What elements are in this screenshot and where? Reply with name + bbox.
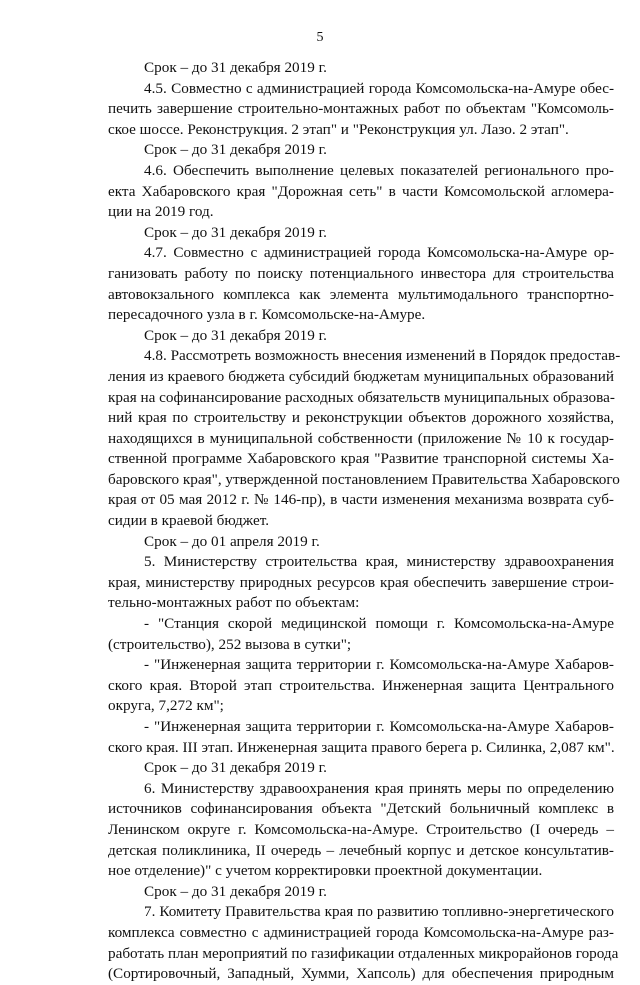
text-line: - "Инженерная защита территории г. Комсомольска-на-Амуре Хабаров- — [144, 656, 614, 674]
text-line: ганизовать работу по поиску потенциального инвестора для строительства — [108, 264, 614, 282]
text-line: детская поликлиника, II очередь – лечебный корпус и детское консультатив- — [108, 841, 614, 859]
text-line: печить завершение строительно-монтажных работ по объектам "Комсомоль- — [108, 100, 614, 118]
text-line: работать план мероприятий по газификации отдаленных микрорайонов города — [108, 944, 619, 962]
text-line: (строительство), 252 вызова в сутки"; — [108, 635, 352, 653]
text-line: ственной программе Хабаровского края "Развитие транспорной системы Ха- — [108, 450, 614, 468]
document-body — [108, 58, 621, 985]
text-line: 4.5. Совместно с администрацией города Комсомольска-на-Амуре обес- — [144, 79, 614, 97]
text-line: округа, 7,272 км"; — [108, 697, 224, 715]
deadline-line: Срок – до 01 апреля 2019 г. — [144, 532, 320, 550]
text-line: края от 05 мая 2012 г. № 146-пр), в части изменения механизма возврата суб- — [108, 491, 614, 509]
text-line: екта Хабаровского края "Дорожная сеть" в части Комсомольской агломера- — [108, 182, 614, 200]
text-line: 6. Министерству здравоохранения края принять меры по определению — [144, 779, 614, 797]
text-line: 7. Комитету Правительства края по развитию топливно-энергетического — [144, 903, 614, 921]
text-line: тельно-монтажных работ по объектам: — [108, 594, 360, 612]
text-line: комплекса совместно с администрацией города Комсомольска-на-Амуре раз- — [108, 923, 614, 941]
text-line: сидии в краевой бюджет. — [108, 512, 270, 530]
text-line: 5. Министерству строительства края, министерству здравоохранения — [144, 553, 614, 571]
text-line: ского края. III этап. Инженерная защита правого берега р. Силинка, 2,087 км". — [108, 738, 615, 756]
text-line: пересадочного узла в г. Комсомольске-на-Амуре. — [108, 306, 426, 324]
text-line: баровского края", утвержденной постановлением Правительства Хабаровского — [108, 470, 620, 488]
deadline-line: Срок – до 31 декабря 2019 г. — [144, 141, 327, 159]
deadline-line: Срок – до 31 декабря 2019 г. — [144, 882, 327, 900]
text-line: ского края. Второй этап строительства. Инженерная защита Центрального — [108, 676, 614, 694]
text-line: ное отделение)" с учетом корректировки проектной документации. — [108, 862, 543, 880]
text-line: находящихся в муниципальной собственности (приложение № 10 к государ- — [108, 429, 614, 447]
text-line: 4.7. Совместно с администрацией города Комсомольска-на-Амуре ор- — [144, 244, 614, 262]
deadline-line: Срок – до 31 декабря 2019 г. — [144, 326, 327, 344]
text-line: ний края по строительству и реконструкции объектов дорожного хозяйства, — [108, 409, 614, 427]
text-line: края на софинансирование расходных обязательств муниципальных образова- — [108, 388, 615, 406]
text-line: 4.8. Рассмотреть возможность внесения изменений в Порядок предостав- — [144, 347, 621, 365]
text-line: - "Станция скорой медицинской помощи г. Комсомольска-на-Амуре — [144, 615, 614, 633]
text-line: источников софинансирования объекта "Детский больничный комплекс в — [108, 800, 614, 818]
page-number: 5 — [316, 30, 324, 45]
text-line: (Сортировочный, Западный, Хумми, Хапсоль) для обеспечения природным — [108, 965, 614, 983]
text-line: ции на 2019 год. — [108, 203, 214, 221]
deadline-line: Срок – до 31 декабря 2019 г. — [144, 759, 327, 777]
text-line: 4.6. Обеспечить выполнение целевых показателей регионального про- — [144, 161, 614, 179]
text-line: Ленинском округе г. Комсомольска-на-Амуре. Строительство (I очередь – — [108, 820, 614, 838]
deadline-line: Срок – до 31 декабря 2019 г. — [144, 59, 327, 76]
deadline-line: Срок – до 31 декабря 2019 г. — [144, 223, 327, 241]
text-line: ское шоссе. Реконструкция. 2 этап" и "Реконструкция ул. Лазо. 2 этап". — [108, 120, 569, 138]
text-line: - "Инженерная защита территории г. Комсомольска-на-Амуре Хабаров- — [144, 718, 614, 735]
text-line: края, министерству природных ресурсов края обеспечить завершение строи- — [108, 573, 614, 591]
text-line: автовокзального комплекса как элемента мультимодального транспортно- — [108, 285, 614, 303]
text-line: ления из краевого бюджета субсидий бюджетам муниципальных образований — [108, 367, 614, 385]
